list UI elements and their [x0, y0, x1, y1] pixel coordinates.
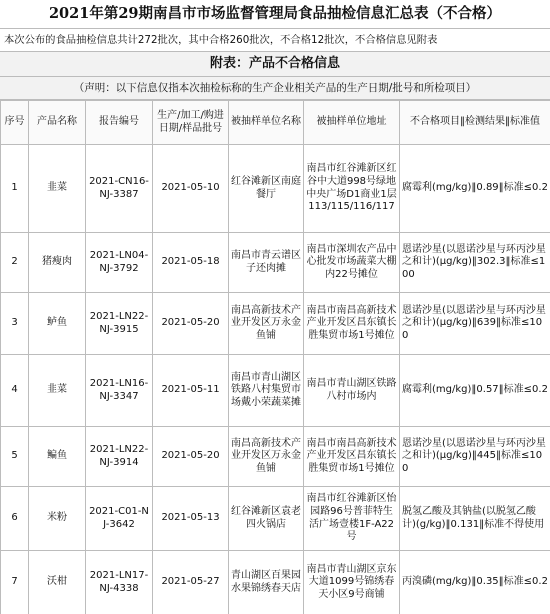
- row-date: 2021-05-20: [153, 293, 229, 355]
- row-date: 2021-05-13: [153, 487, 229, 551]
- table-row: [1, 233, 550, 293]
- row-report: 2021-LN22-NJ-3915: [86, 293, 153, 355]
- row-result: 腐霉利(mg/kg)‖0.89‖标准≤0.2: [400, 145, 550, 233]
- row-unit: 南昌高新技术产业开发区万永金鱼铺: [229, 427, 304, 487]
- row-product: 沃柑: [29, 551, 86, 614]
- row-date: 2021-05-27: [153, 551, 229, 614]
- col-header-no: 序号: [1, 101, 29, 145]
- row-no: 4: [1, 355, 29, 427]
- page-title: 2021年第29期南昌市市场监督管理局食品抽检信息汇总表（不合格）: [0, 0, 550, 29]
- summary-text: 本次公布的食品抽检信息共计272批次，其中合格260批次，不合格12批次，不合格信息见附表: [0, 29, 550, 52]
- row-address: 南昌市青山湖区铁路八村市场内: [304, 355, 400, 427]
- row-product: 鳊鱼: [29, 427, 86, 487]
- col-header-unit: 被抽样单位名称: [229, 101, 304, 145]
- row-product: 韭菜: [29, 145, 86, 233]
- row-no: 1: [1, 145, 29, 233]
- row-no: 2: [1, 233, 29, 293]
- row-no: 6: [1, 487, 29, 551]
- row-report: 2021-C01-NJ-3642: [86, 487, 153, 551]
- row-product: 韭菜: [29, 355, 86, 427]
- row-no: 5: [1, 427, 29, 487]
- row-unit: 南昌市青山湖区铁路八村集贸市场戴小荣蔬菜摊: [229, 355, 304, 427]
- row-result: 恩诺沙星(以恩诺沙星与环丙沙星之和计)(μg/kg)‖639‖标准≤100: [400, 293, 550, 355]
- table-row: [1, 293, 550, 355]
- row-address: 南昌市南昌高新技术产业开发区昌东镇长胜集贸市场1号摊位: [304, 293, 400, 355]
- row-result: 恩诺沙星(以恩诺沙星与环丙沙星之和计)(μg/kg)‖302.3‖标准≤100: [400, 233, 550, 293]
- annex-title: 附表：产品不合格信息: [0, 52, 550, 77]
- row-address: 南昌市深圳农产品中心批发市场蔬菜大棚内22号摊位: [304, 233, 400, 293]
- row-address: 南昌市红谷滩新区怡园路96号普菲特生活广场壹楼1F-A22号: [304, 487, 400, 551]
- row-product: 米粉: [29, 487, 86, 551]
- row-result: 脱氢乙酸及其钠盐(以脱氢乙酸计)(g/kg)‖0.131‖标准不得使用: [400, 487, 550, 551]
- row-date: 2021-05-10: [153, 145, 229, 233]
- row-unit: 红谷滩新区南庭餐厅: [229, 145, 304, 233]
- row-report: 2021-CN16-NJ-3387: [86, 145, 153, 233]
- nonconforming-table: [0, 100, 550, 614]
- col-header-result: 不合格项目‖检测结果‖标准值: [400, 101, 550, 145]
- row-report: 2021-LN16-NJ-3347: [86, 355, 153, 427]
- table-row: [1, 355, 550, 427]
- col-header-product: 产品名称: [29, 101, 86, 145]
- row-unit: 青山湖区百果园水果锦绣春天店: [229, 551, 304, 614]
- row-report: 2021-LN17-NJ-4338: [86, 551, 153, 614]
- table-row: [1, 551, 550, 614]
- row-no: 7: [1, 551, 29, 614]
- col-header-report: 报告编号: [86, 101, 153, 145]
- row-report: 2021-LN22-NJ-3914: [86, 427, 153, 487]
- table-row: [1, 145, 550, 233]
- col-header-address: 被抽样单位地址: [304, 101, 400, 145]
- row-date: 2021-05-11: [153, 355, 229, 427]
- row-product: 鲈鱼: [29, 293, 86, 355]
- row-product: 猪瘦肉: [29, 233, 86, 293]
- row-result: 腐霉利(mg/kg)‖0.57‖标准≤0.2: [400, 355, 550, 427]
- row-no: 3: [1, 293, 29, 355]
- table-header-row: [1, 101, 550, 145]
- row-result: 恩诺沙星(以恩诺沙星与环丙沙星之和计)(μg/kg)‖445‖标准≤100: [400, 427, 550, 487]
- table-row: [1, 487, 550, 551]
- col-header-date: 生产/加工/购进日期/样品批号: [153, 101, 229, 145]
- row-result: 丙溴磷(mg/kg)‖0.35‖标准≤0.2: [400, 551, 550, 614]
- row-unit: 红谷滩新区袁老四火锅店: [229, 487, 304, 551]
- row-unit: 南昌高新技术产业开发区万永金鱼铺: [229, 293, 304, 355]
- table-row: [1, 427, 550, 487]
- row-unit: 南昌市青云谱区子还肉摊: [229, 233, 304, 293]
- row-date: 2021-05-18: [153, 233, 229, 293]
- row-address: 南昌市南昌高新技术产业开发区昌东镇长胜集贸市场1号摊位: [304, 427, 400, 487]
- row-date: 2021-05-20: [153, 427, 229, 487]
- row-address: 南昌市红谷滩新区红谷中大道998号绿地中央广场D1商业1层113/115/116/117: [304, 145, 400, 233]
- row-report: 2021-LN04-NJ-3792: [86, 233, 153, 293]
- statement-note: （声明：以下信息仅指本次抽检标称的生产企业相关产品的生产日期/批号和所检项目）: [0, 77, 550, 100]
- row-address: 南昌市青山湖区京东大道1099号锦绣春天小区9号商铺: [304, 551, 400, 614]
